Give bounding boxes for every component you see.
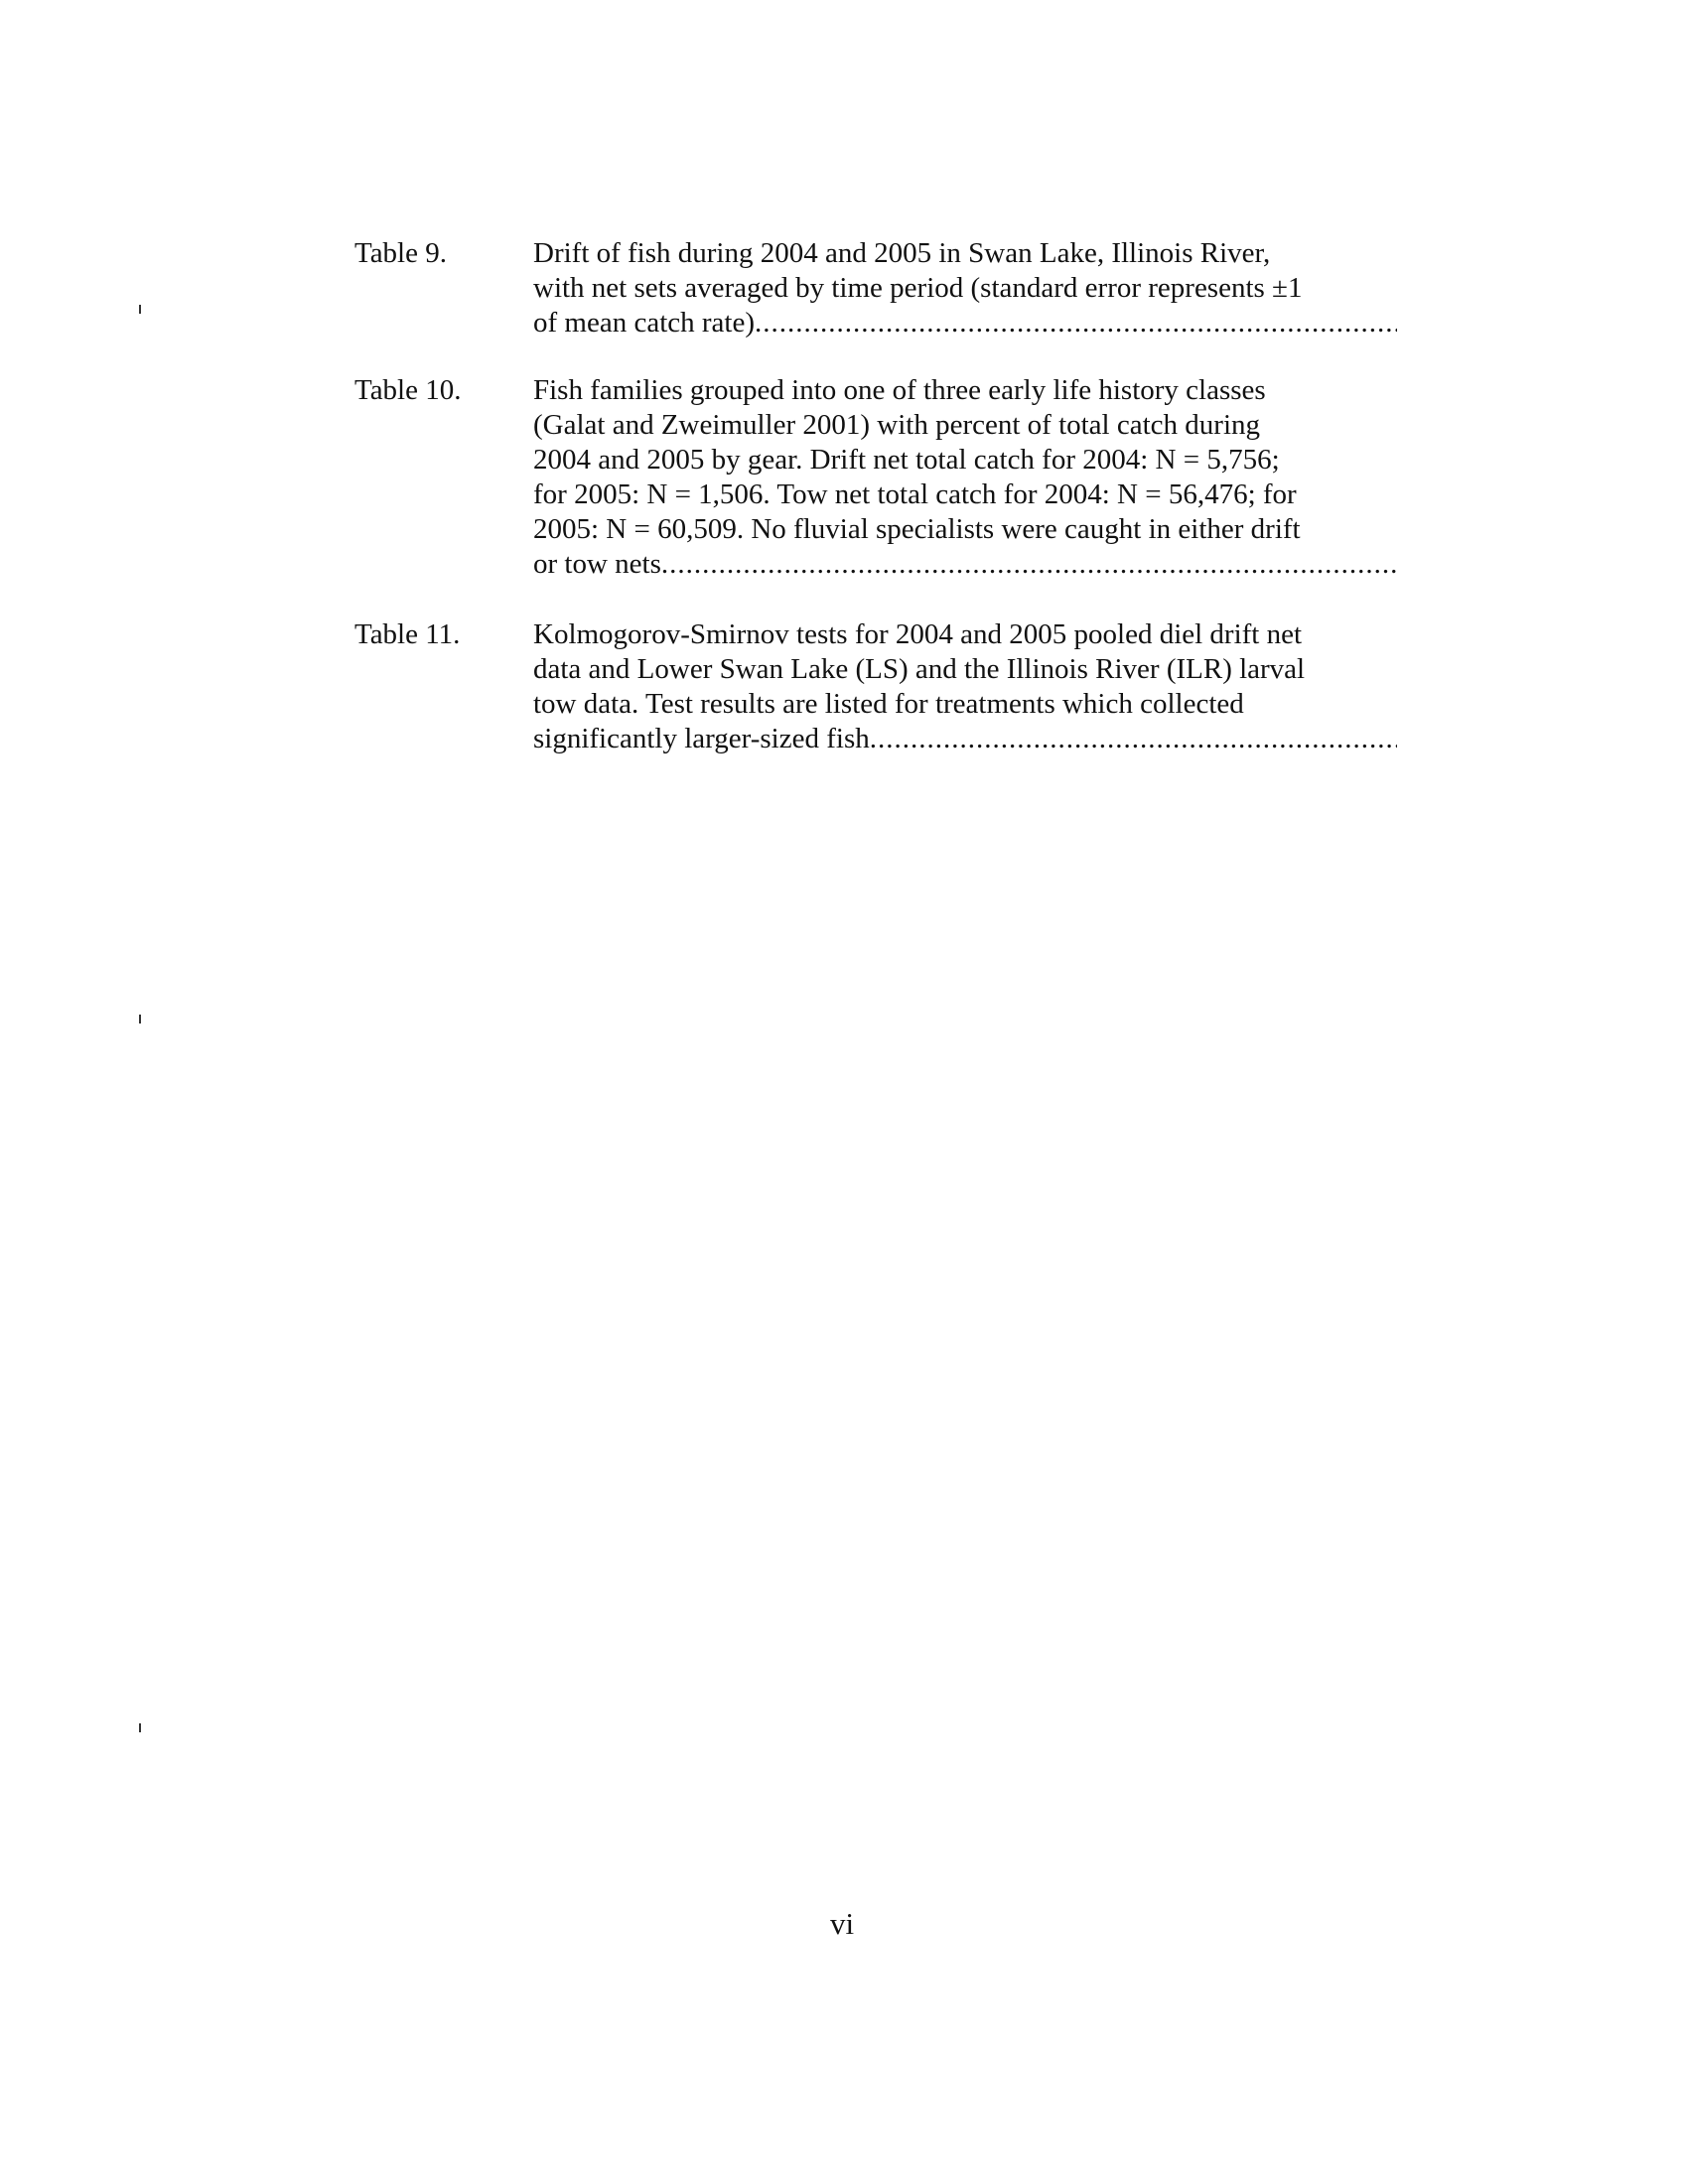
description-line: or tow nets bbox=[533, 548, 661, 580]
description-line: Fish families grouped into one of three early life history classes bbox=[533, 374, 1266, 406]
dot-leader bbox=[661, 547, 1397, 582]
description-line: Kolmogorov-Smirnov tests for 2004 and 2005 pooled diel drift net bbox=[533, 618, 1303, 650]
description-last-line bbox=[533, 306, 1397, 341]
entry-label: Table 10. bbox=[354, 374, 462, 406]
entry-description bbox=[533, 617, 1397, 756]
description-last-line bbox=[533, 722, 1397, 756]
description-line: Drift of fish during 2004 and 2005 in Swan Lake, Illinois River, bbox=[533, 237, 1271, 269]
dot-leader bbox=[755, 306, 1397, 341]
description-line: data and Lower Swan Lake (LS) and the Illinois River (ILR) larval bbox=[533, 653, 1306, 685]
description-line: (Galat and Zweimuller 2001) with percent of total catch during bbox=[533, 409, 1260, 441]
description-line: with net sets averaged by time period (standard error represents ±1 bbox=[533, 272, 1303, 304]
entry-label: Table 11. bbox=[354, 618, 461, 650]
description-line: of mean catch rate) bbox=[533, 307, 755, 339]
margin-mark bbox=[139, 1015, 141, 1024]
entry-label: Table 9. bbox=[354, 237, 447, 269]
entry-description bbox=[533, 236, 1397, 341]
description-line: for 2005: N = 1,506. Tow net total catch for 2004: N = 56,476; for bbox=[533, 478, 1297, 510]
description-line: tow data. Test results are listed for treatments which collected bbox=[533, 688, 1244, 720]
description-line: 2004 and 2005 by gear. Drift net total catch for 2004: N = 5,756; bbox=[533, 444, 1280, 476]
description-last-line bbox=[533, 547, 1397, 582]
description-line: 2005: N = 60,509. No fluvial specialists were caught in either drift bbox=[533, 513, 1301, 545]
dot-leader bbox=[870, 722, 1397, 756]
description-line: significantly larger-sized fish bbox=[533, 723, 870, 754]
entry-description bbox=[533, 373, 1397, 582]
page-number: vi bbox=[829, 1906, 855, 1941]
margin-mark bbox=[139, 1723, 141, 1732]
margin-mark bbox=[139, 305, 141, 314]
